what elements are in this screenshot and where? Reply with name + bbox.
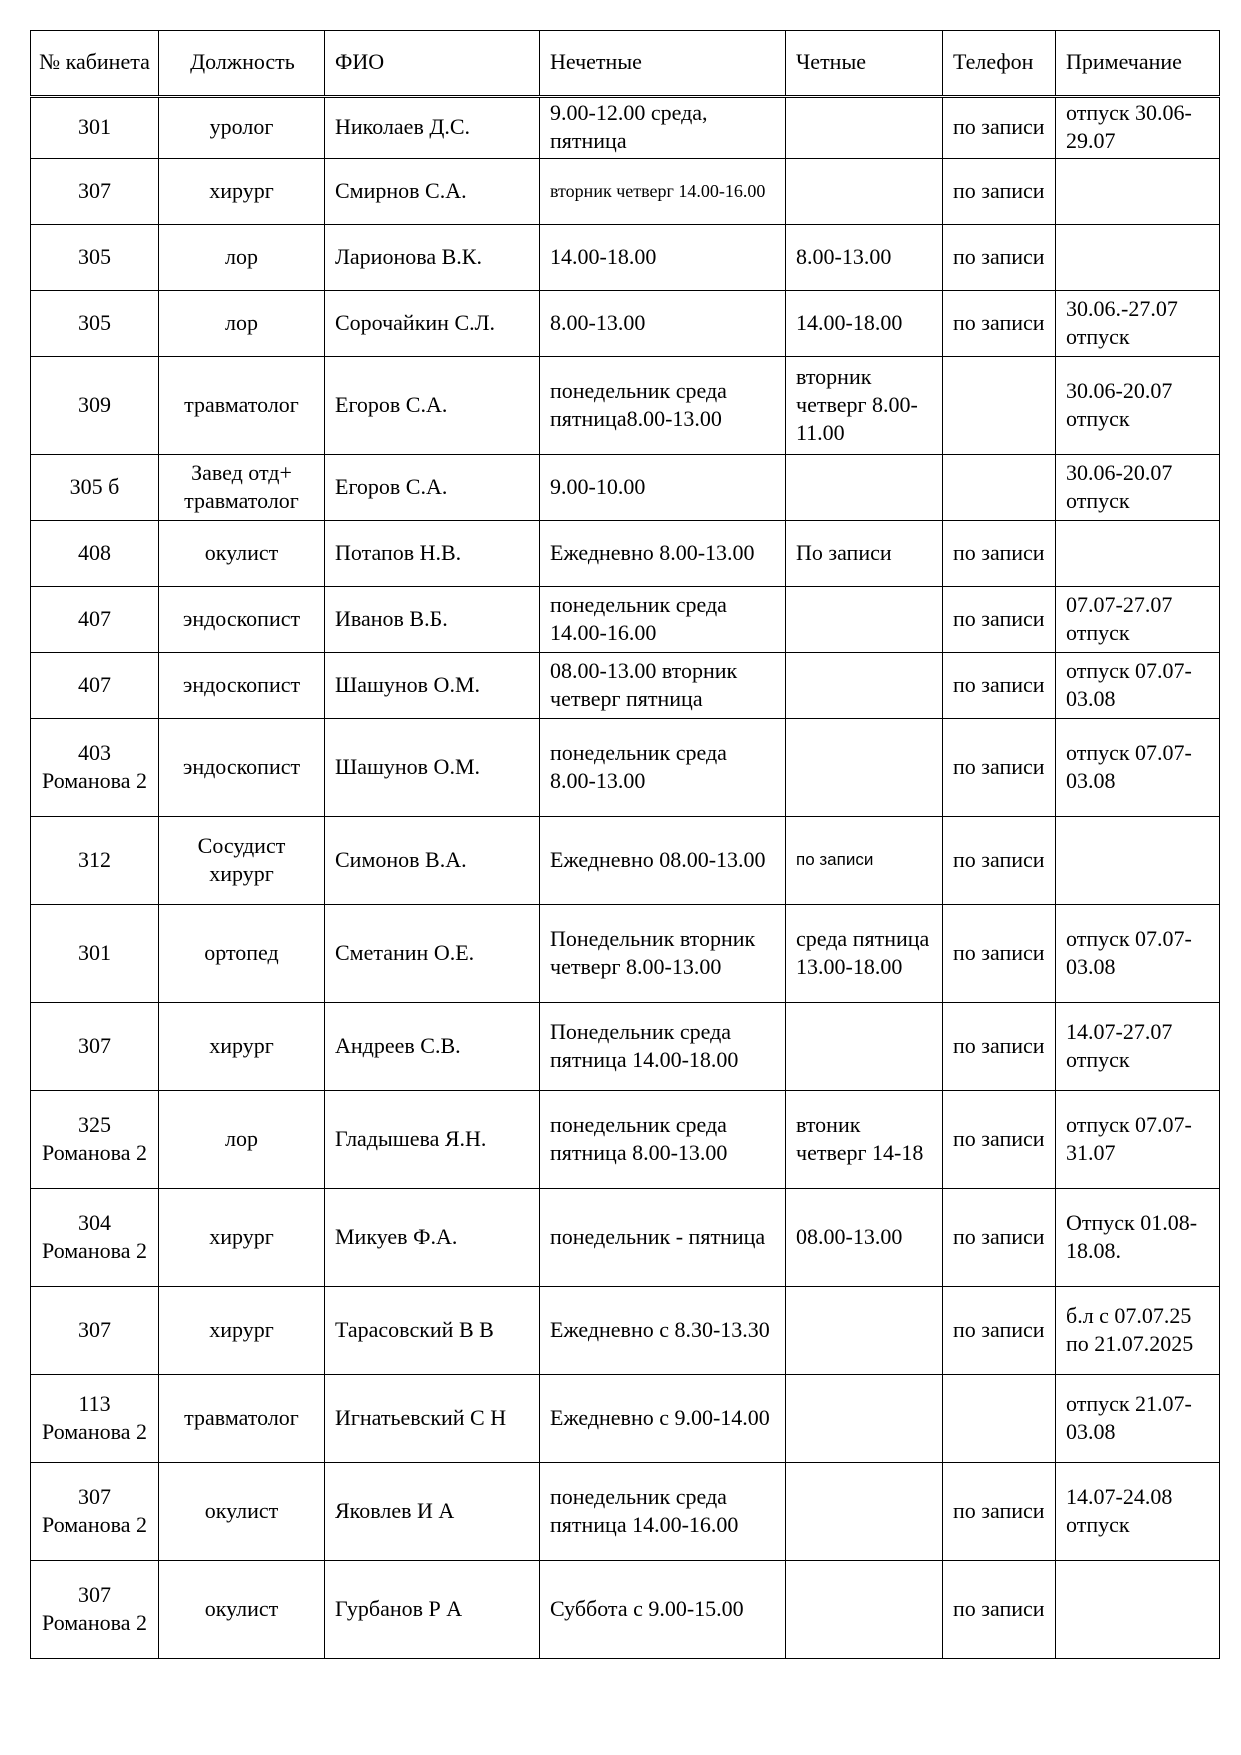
cell-position: эндоскопист [159,587,325,653]
cell-odd: 14.00-18.00 [540,225,786,291]
cell-phone: по записи [943,719,1056,817]
cell-note: 14.07-24.08 отпуск [1056,1463,1220,1561]
cell-cabinet: 113 Романова 2 [31,1375,159,1463]
cell-even: втоник четверг 14-18 [786,1091,943,1189]
cell-note: отпуск 21.07-03.08 [1056,1375,1220,1463]
cell-phone: по записи [943,1189,1056,1287]
cell-note [1056,1561,1220,1659]
cell-even: по записи [786,817,943,905]
header-cabinet: № кабинета [31,31,159,97]
cell-name: Потапов Н.В. [325,521,540,587]
cell-odd: понедельник среда пятница 14.00-16.00 [540,1463,786,1561]
header-even: Четные [786,31,943,97]
cell-position: лор [159,225,325,291]
cell-position: хирург [159,1189,325,1287]
table-row [31,817,1220,905]
table-row [31,1003,1220,1091]
cell-phone: по записи [943,817,1056,905]
cell-odd: Ежедневно 8.00-13.00 [540,521,786,587]
table-row [31,653,1220,719]
cell-even [786,455,943,521]
cell-position: окулист [159,1463,325,1561]
cell-cabinet: 304 Романова 2 [31,1189,159,1287]
cell-phone: по записи [943,1003,1056,1091]
cell-cabinet: 301 [31,97,159,159]
cell-odd: Суббота с 9.00-15.00 [540,1561,786,1659]
cell-note: отпуск 07.07-03.08 [1056,653,1220,719]
table-row [31,455,1220,521]
cell-note: отпуск 30.06-29.07 [1056,97,1220,159]
cell-odd: понедельник среда пятница 8.00-13.00 [540,1091,786,1189]
cell-odd: понедельник среда пятница8.00-13.00 [540,357,786,455]
header-odd: Нечетные [540,31,786,97]
cell-note [1056,817,1220,905]
cell-odd: 8.00-13.00 [540,291,786,357]
cell-even: По записи [786,521,943,587]
cell-name: Симонов В.А. [325,817,540,905]
cell-cabinet: 307 [31,1003,159,1091]
cell-cabinet: 305 [31,225,159,291]
cell-position: окулист [159,521,325,587]
table-row [31,1561,1220,1659]
table-row [31,587,1220,653]
cell-cabinet: 403 Романова 2 [31,719,159,817]
cell-name: Тарасовский В В [325,1287,540,1375]
cell-name: Ларионова В.К. [325,225,540,291]
cell-phone: по записи [943,1287,1056,1375]
cell-phone [943,1375,1056,1463]
cell-cabinet: 307 [31,159,159,225]
cell-phone [943,455,1056,521]
cell-cabinet: 305 [31,291,159,357]
cell-position: уролог [159,97,325,159]
cell-odd: понедельник - пятница [540,1189,786,1287]
cell-note: отпуск 07.07-31.07 [1056,1091,1220,1189]
cell-position: Завед отд+ травматолог [159,455,325,521]
cell-note: отпуск 07.07-03.08 [1056,905,1220,1003]
table-row [31,521,1220,587]
cell-phone: по записи [943,653,1056,719]
table-row [31,159,1220,225]
cell-phone: по записи [943,159,1056,225]
cell-name: Гурбанов Р А [325,1561,540,1659]
cell-note: отпуск 07.07-03.08 [1056,719,1220,817]
cell-position: хирург [159,1003,325,1091]
cell-even: 14.00-18.00 [786,291,943,357]
table-row [31,97,1220,159]
cell-even [786,1375,943,1463]
cell-position: эндоскопист [159,653,325,719]
header-position: Должность [159,31,325,97]
cell-odd: Понедельник вторник четверг 8.00-13.00 [540,905,786,1003]
cell-position: хирург [159,159,325,225]
cell-even [786,587,943,653]
cell-position: эндоскопист [159,719,325,817]
cell-phone: по записи [943,225,1056,291]
cell-name: Андреев С.В. [325,1003,540,1091]
cell-cabinet: 408 [31,521,159,587]
header-note: Примечание [1056,31,1220,97]
table-row [31,1091,1220,1189]
cell-position: лор [159,291,325,357]
cell-note: 30.06-20.07 отпуск [1056,357,1220,455]
cell-cabinet: 307 [31,1287,159,1375]
cell-even [786,1463,943,1561]
table-row [31,1463,1220,1561]
cell-name: Егоров С.А. [325,357,540,455]
cell-cabinet: 307 Романова 2 [31,1561,159,1659]
cell-odd: 9.00-10.00 [540,455,786,521]
cell-cabinet: 407 [31,653,159,719]
cell-odd: Ежедневно с 8.30-13.30 [540,1287,786,1375]
cell-cabinet: 305 б [31,455,159,521]
cell-note: 30.06.-27.07 отпуск [1056,291,1220,357]
cell-name: Игнатьевский С Н [325,1375,540,1463]
cell-odd: вторник четверг 14.00-16.00 [540,159,786,225]
cell-position: окулист [159,1561,325,1659]
cell-even: вторник четверг 8.00-11.00 [786,357,943,455]
cell-odd: 9.00-12.00 среда, пятница [540,97,786,159]
cell-odd: 08.00-13.00 вторник четверг пятница [540,653,786,719]
cell-position: лор [159,1091,325,1189]
cell-name: Сорочайкин С.Л. [325,291,540,357]
cell-note: 14.07-27.07 отпуск [1056,1003,1220,1091]
cell-even: 08.00-13.00 [786,1189,943,1287]
cell-odd: Ежедневно 08.00-13.00 [540,817,786,905]
table-row [31,291,1220,357]
cell-even: среда пятница 13.00-18.00 [786,905,943,1003]
cell-odd: Понедельник среда пятница 14.00-18.00 [540,1003,786,1091]
cell-note: Отпуск 01.08-18.08. [1056,1189,1220,1287]
cell-phone: по записи [943,521,1056,587]
header-name: ФИО [325,31,540,97]
cell-odd: понедельник среда 14.00-16.00 [540,587,786,653]
cell-phone: по записи [943,1561,1056,1659]
cell-even [786,1003,943,1091]
cell-name: Егоров С.А. [325,455,540,521]
cell-cabinet: 312 [31,817,159,905]
cell-even: 8.00-13.00 [786,225,943,291]
cell-note [1056,159,1220,225]
table-row [31,1189,1220,1287]
table-row [31,1375,1220,1463]
cell-even [786,719,943,817]
cell-note [1056,225,1220,291]
cell-position: Сосудист хирург [159,817,325,905]
cell-cabinet: 301 [31,905,159,1003]
table-row [31,1287,1220,1375]
cell-position: травматолог [159,1375,325,1463]
cell-name: Николаев Д.С. [325,97,540,159]
table-row [31,905,1220,1003]
header-row [31,31,1220,97]
cell-phone: по записи [943,587,1056,653]
table-row [31,719,1220,817]
cell-phone: по записи [943,905,1056,1003]
cell-name: Яковлев И А [325,1463,540,1561]
cell-even [786,159,943,225]
cell-even [786,97,943,159]
cell-cabinet: 407 [31,587,159,653]
cell-note: 30.06-20.07 отпуск [1056,455,1220,521]
cell-phone: по записи [943,97,1056,159]
cell-phone [943,357,1056,455]
cell-position: травматолог [159,357,325,455]
cell-note [1056,521,1220,587]
cell-phone: по записи [943,1463,1056,1561]
cell-name: Смирнов С.А. [325,159,540,225]
cell-position: хирург [159,1287,325,1375]
cell-phone: по записи [943,1091,1056,1189]
cell-name: Микуев Ф.А. [325,1189,540,1287]
cell-even [786,653,943,719]
cell-cabinet: 309 [31,357,159,455]
cell-name: Шашунов О.М. [325,653,540,719]
cell-position: ортопед [159,905,325,1003]
cell-even [786,1287,943,1375]
cell-name: Гладышева Я.Н. [325,1091,540,1189]
header-phone: Телефон [943,31,1056,97]
cell-note: б.л с 07.07.25 по 21.07.2025 [1056,1287,1220,1375]
cell-cabinet: 325 Романова 2 [31,1091,159,1189]
cell-odd: Ежедневно с 9.00-14.00 [540,1375,786,1463]
schedule-table [30,30,1220,1659]
cell-phone: по записи [943,291,1056,357]
cell-even [786,1561,943,1659]
cell-note: 07.07-27.07 отпуск [1056,587,1220,653]
cell-name: Сметанин О.Е. [325,905,540,1003]
table-row [31,357,1220,455]
table-row [31,225,1220,291]
cell-name: Иванов В.Б. [325,587,540,653]
cell-cabinet: 307 Романова 2 [31,1463,159,1561]
cell-name: Шашунов О.М. [325,719,540,817]
cell-odd: понедельник среда 8.00-13.00 [540,719,786,817]
